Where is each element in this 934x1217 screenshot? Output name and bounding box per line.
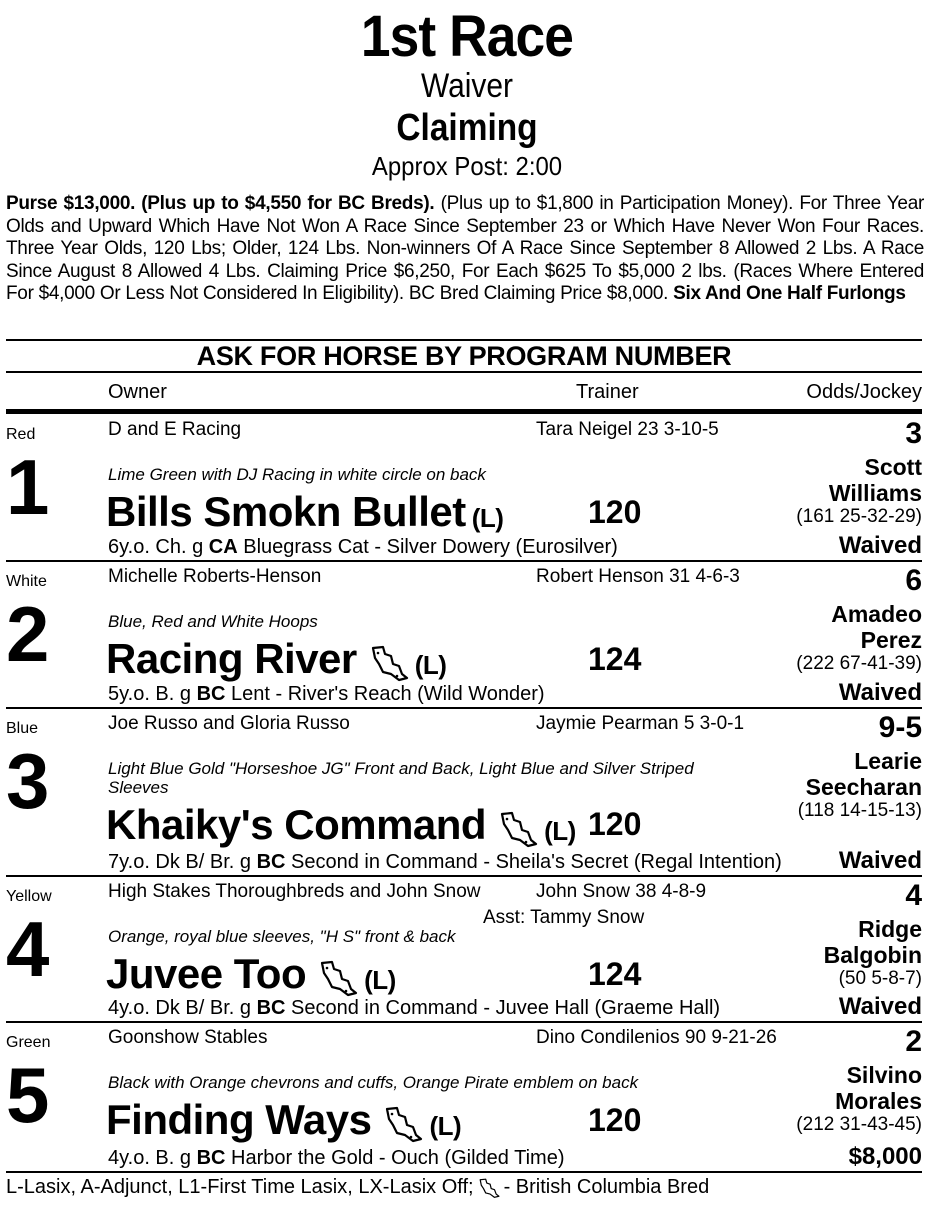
horse-name (106, 802, 576, 848)
breeding-line (108, 1147, 564, 1170)
morning-line-odds: 2 (905, 1025, 922, 1058)
bred-state: CA (208, 536, 238, 558)
weight: 120 (588, 494, 642, 530)
jockey-first: Ridge (858, 916, 922, 942)
pedigree: Lent - River's Reach (Wild Wonder) (225, 683, 545, 705)
trainer-name: Tara Neigel 23 3-10-5 (536, 419, 719, 440)
morning-line-odds: 6 (905, 564, 922, 597)
jockey-last: Perez (860, 627, 922, 653)
owner-name: Joe Russo and Gloria Russo (108, 713, 350, 734)
owner-column-header: Owner (108, 381, 167, 403)
morning-line-odds: 3 (905, 417, 922, 450)
age-sex: 6y.o. Ch. g (108, 536, 209, 558)
jockey-first: Scott (864, 454, 922, 480)
bc-bred-icon (318, 959, 358, 997)
jockey-name (829, 454, 922, 506)
jockey-name (806, 748, 922, 800)
jockey-stats: (222 67-41-39) (796, 653, 922, 674)
age-sex: 7y.o. Dk B/ Br. g (108, 851, 257, 873)
bc-bred-icon (498, 810, 538, 848)
entry-row (6, 876, 922, 1023)
race-subtitle: Waiver (421, 67, 513, 105)
program-number: 3 (6, 737, 50, 825)
post-time: Approx Post: 2:00 (371, 151, 563, 181)
age-sex: 4y.o. Dk B/ Br. g (108, 997, 257, 1019)
jockey-stats: (50 5-8-7) (838, 968, 922, 989)
jockey-first: Silvino (846, 1062, 922, 1088)
claim-status: $8,000 (848, 1143, 922, 1170)
lasix-marker: (L) (544, 816, 576, 846)
bred-state: BC (256, 851, 286, 873)
breeding-line (108, 683, 545, 706)
age-sex: 5y.o. B. g (108, 683, 197, 705)
lasix-marker: (L) (471, 503, 504, 533)
jockey-name (824, 916, 922, 968)
horse-name-text: Finding Ways (106, 1096, 372, 1143)
jockey-first: Learie (854, 748, 922, 774)
owner-name: Goonshow Stables (108, 1027, 268, 1048)
entry-row (6, 561, 922, 709)
bc-bred-icon (369, 644, 409, 682)
trainer-name: Dino Condilenios 90 9-21-26 (536, 1027, 777, 1048)
trainer-name: John Snow 38 4-8-9 (536, 881, 707, 902)
bred-state: BC (196, 1147, 226, 1169)
jockey-name (831, 601, 922, 653)
lasix-marker: (L) (429, 1111, 462, 1141)
jockey-last: Morales (835, 1088, 922, 1114)
claim-status: Waived (838, 847, 922, 874)
ask-banner: ASK FOR HORSE BY PROGRAM NUMBER (6, 339, 922, 373)
race-conditions (6, 193, 924, 306)
age-sex: 4y.o. B. g (108, 1147, 197, 1169)
saddle-color: Red (6, 426, 36, 443)
jockey-last: Seecharan (805, 774, 922, 800)
legend-bc-text: - British Columbia Bred (503, 1176, 710, 1198)
program-number: 2 (6, 590, 50, 678)
owner-name: High Stakes Thoroughbreds and John Snow (108, 881, 481, 902)
bc-bred-icon (478, 1177, 500, 1199)
pedigree: Harbor the Gold - Ouch (Gilded Time) (225, 1147, 565, 1169)
owner-name: Michelle Roberts-Henson (108, 566, 322, 587)
silks-description: Lime Green with DJ Racing in white circle on back (108, 465, 486, 484)
breeding-line (108, 536, 618, 559)
silks-description: Black with Orange chevrons and cuffs, Orange Pirate emblem on back (108, 1073, 639, 1092)
bc-bred-icon (383, 1105, 423, 1143)
trainer-name: Jaymie Pearman 5 3-0-1 (536, 713, 745, 734)
owner-name: D and E Racing (108, 419, 242, 440)
race-title: 1st Race (360, 4, 574, 69)
assistant-trainer: Asst: Tammy Snow (483, 907, 645, 928)
jockey-stats: (161 25-32-29) (796, 506, 922, 527)
conditions-body: (Plus up to $1,800 in Participation Money). For Three Year Olds and Upward Which Have Not Won A Race Since September 23 or Which Have Never Won Four Races. Three Year Olds, 120 Lbs; Older, 124 Lbs. Non-winners Of A Race Since September 8 Allowed 2 Lbs. A Race Since August 8 Allowed 4 Lbs. Claiming Price $6,250, For Each $625 To $5,000 2 lbs. (Races Where Entered For $4,000 Or Less Not Considered In Eligibility). BC Bred Claiming Price $8,000. (6, 193, 924, 305)
pedigree: Second in Command - Sheila's Secret (Regal Intention) (285, 851, 782, 873)
program-number: 4 (6, 905, 50, 993)
horse-name (106, 1097, 461, 1143)
entry-row (6, 414, 922, 562)
jockey-stats: (118 14-15-13) (797, 800, 922, 821)
horse-name (106, 951, 396, 997)
silks-description: Orange, royal blue sleeves, "H S" front & back (108, 927, 456, 946)
horse-name (106, 489, 503, 535)
silks-description: Blue, Red and White Hoops (108, 612, 318, 631)
trainer-column-header: Trainer (576, 381, 639, 403)
silks-description: Light Blue Gold "Horseshoe JG" Front and Back, Light Blue and Silver Striped Sleeves (108, 759, 694, 797)
weight: 124 (588, 641, 642, 677)
morning-line-odds: 9-5 (878, 711, 922, 744)
entry-row (6, 1022, 922, 1173)
horse-name-text: Khaiky's Command (106, 801, 487, 848)
horse-name-text: Bills Smokn Bullet (106, 488, 466, 535)
program-number: 5 (6, 1051, 50, 1139)
entry-row (6, 708, 922, 877)
bred-state: BC (256, 997, 286, 1019)
race-type: Claiming (396, 107, 538, 149)
jockey-last: Williams (828, 480, 922, 506)
weight: 120 (588, 806, 642, 842)
jockey-name (835, 1062, 922, 1114)
claim-status: Waived (838, 993, 922, 1020)
morning-line-odds: 4 (905, 879, 922, 912)
pedigree: Second in Command - Juvee Hall (Graeme Hall) (285, 997, 721, 1019)
trainer-name: Robert Henson 31 4-6-3 (536, 566, 740, 587)
program-number: 1 (6, 443, 50, 531)
bred-state: BC (196, 683, 226, 705)
saddle-color: Yellow (6, 888, 52, 905)
weight: 124 (588, 956, 642, 992)
saddle-color: Blue (6, 720, 39, 737)
claim-status: Waived (838, 532, 922, 559)
lasix-marker: (L) (414, 650, 447, 680)
claim-status: Waived (838, 679, 922, 706)
pedigree: Bluegrass Cat - Silver Dowery (Eurosilver) (237, 536, 618, 558)
jockey-stats: (212 31-43-45) (796, 1114, 922, 1135)
horse-name-text: Juvee Too (106, 950, 307, 997)
legend-text: L-Lasix, A-Adjunct, L1-First Time Lasix, LX-Lasix Off; (6, 1176, 474, 1198)
distance-text: Six And One Half Furlongs (673, 283, 906, 305)
lasix-marker: (L) (364, 965, 396, 995)
weight: 120 (588, 1102, 642, 1138)
breeding-line (108, 851, 782, 874)
saddle-color: White (6, 573, 47, 590)
legend-footer (6, 1176, 709, 1199)
horse-name-text: Racing River (106, 635, 357, 682)
purse-text: Purse $13,000. (Plus up to $4,550 for BC Breds). (6, 193, 435, 214)
saddle-color: Green (6, 1034, 51, 1051)
breeding-line (108, 997, 720, 1020)
jockey-first: Amadeo (831, 601, 922, 627)
race-header (0, 4, 934, 182)
jockey-last: Balgobin (823, 942, 922, 968)
horse-name (106, 636, 446, 682)
odds-column-header: Odds/Jockey (806, 381, 922, 403)
